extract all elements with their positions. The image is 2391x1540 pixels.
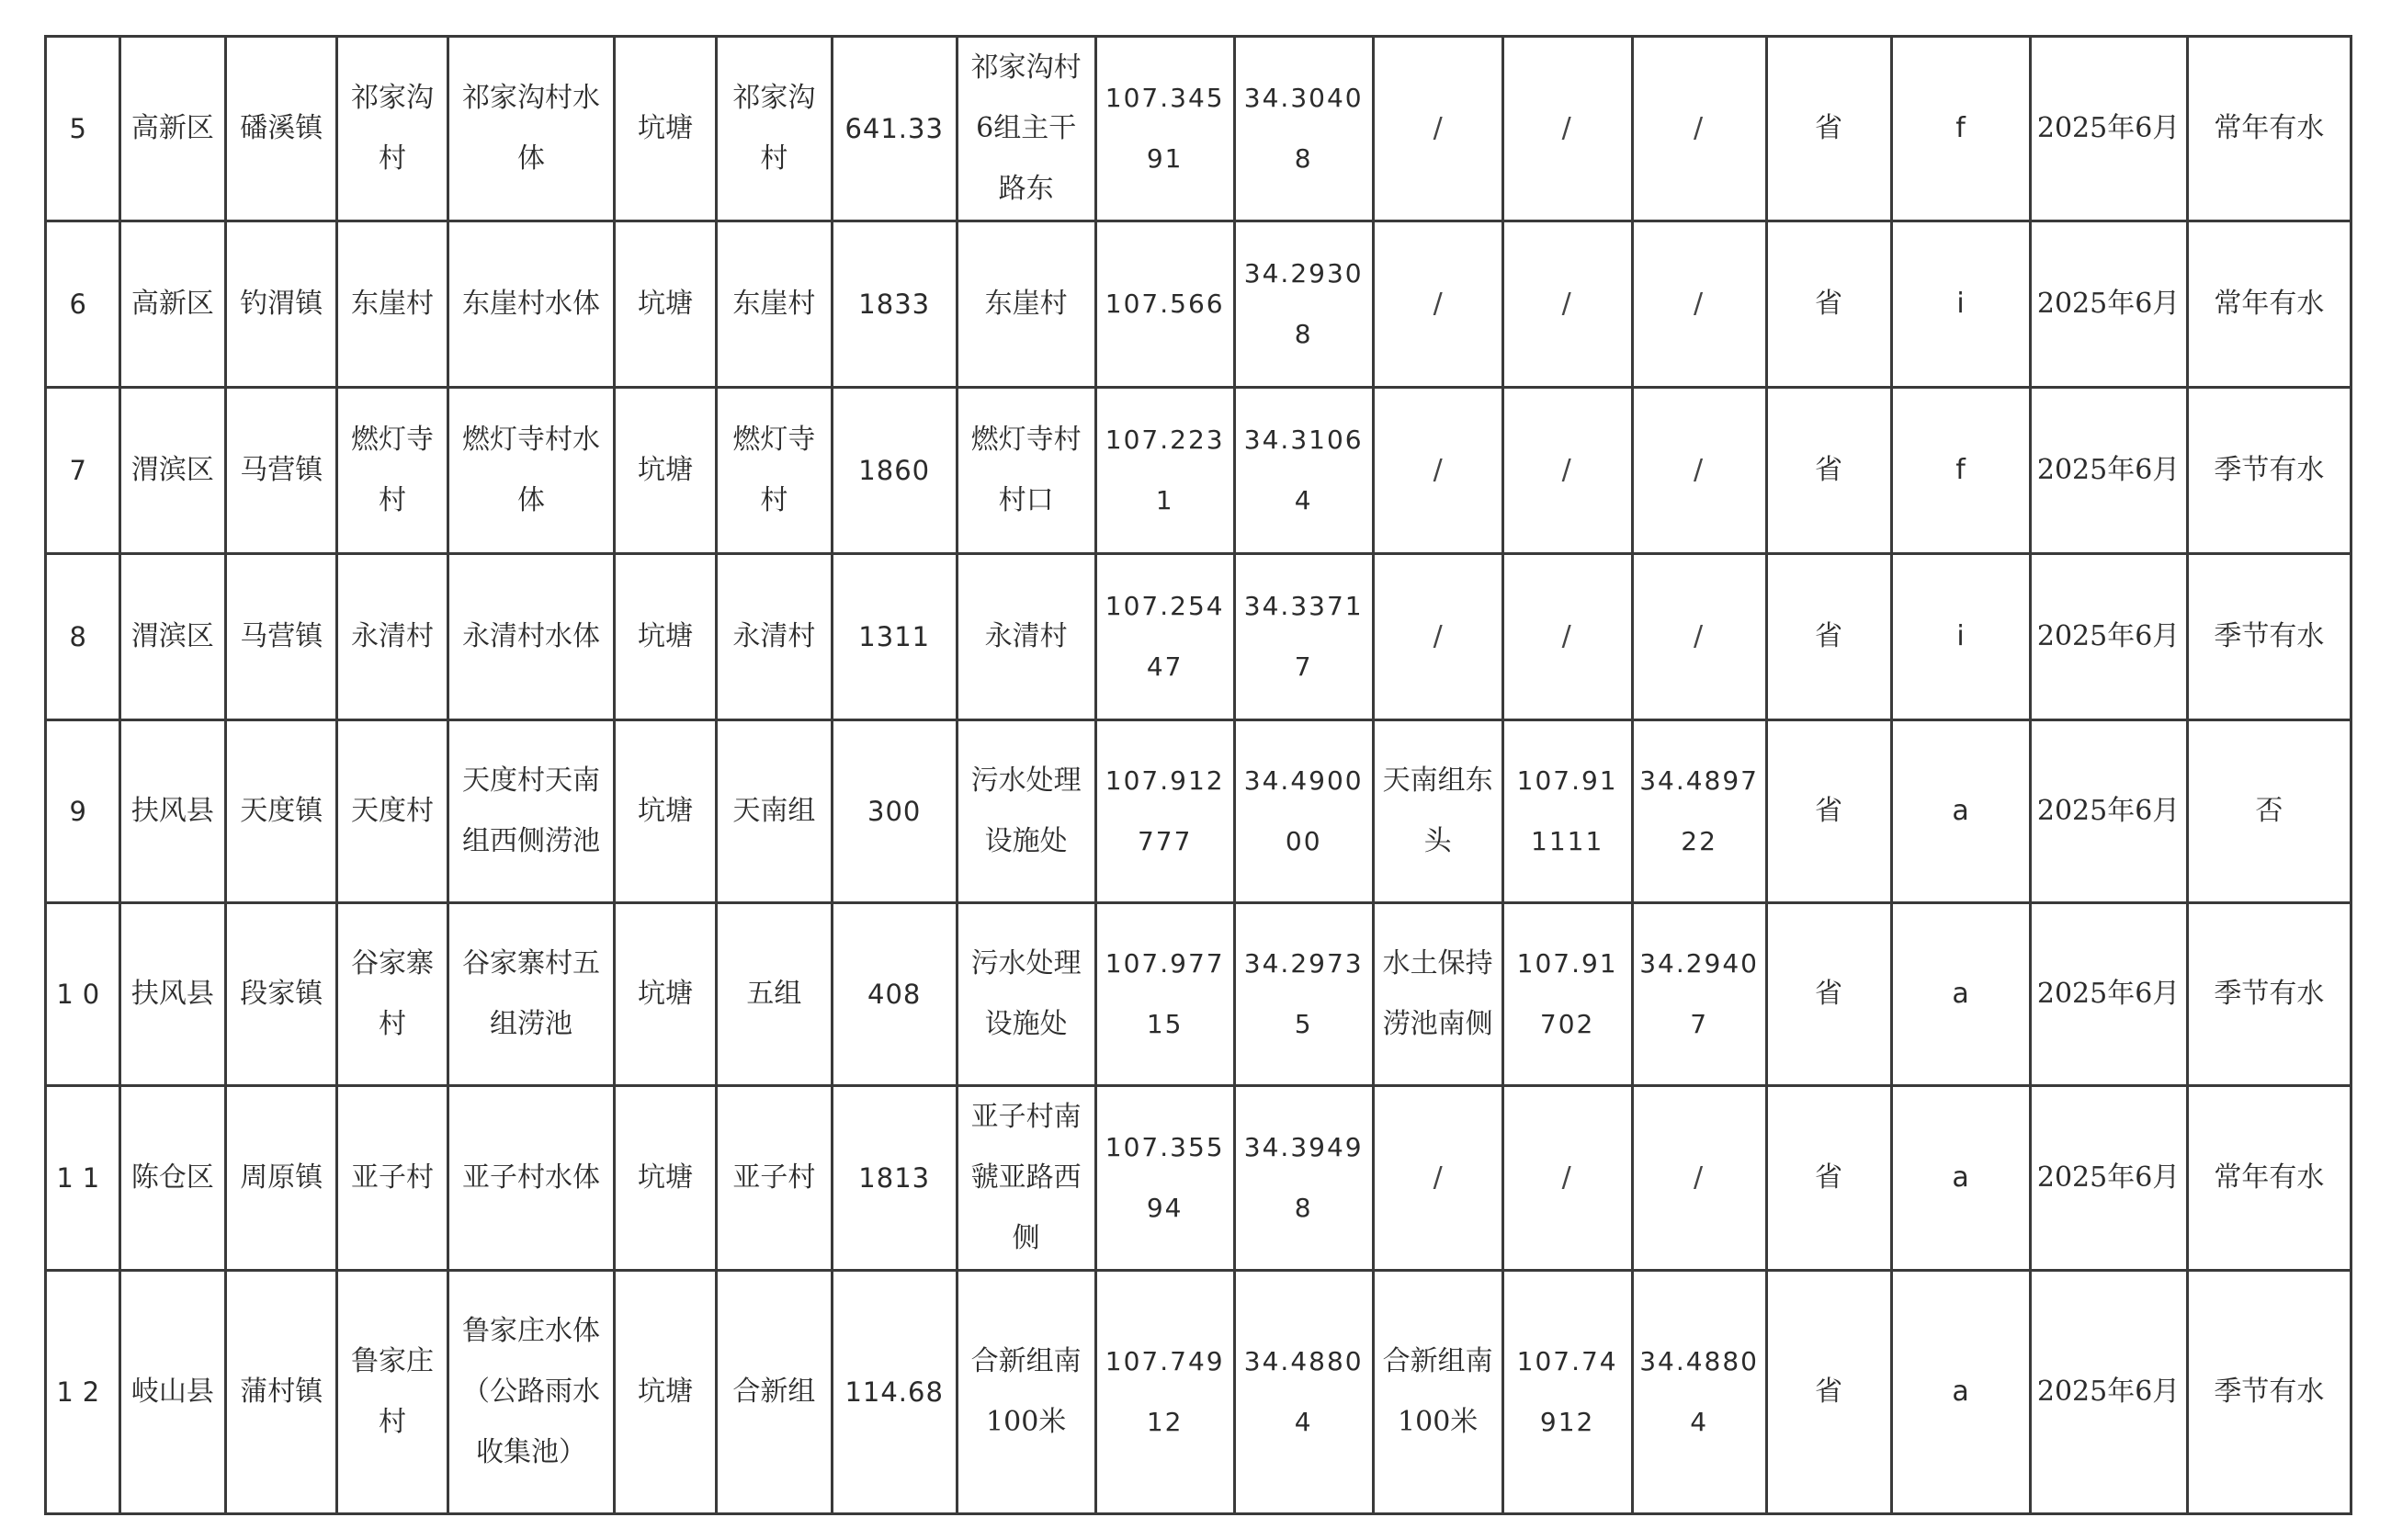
district-cell (119, 720, 226, 903)
water-body-table-page (44, 35, 2352, 1503)
category-code-cell (1891, 903, 2030, 1086)
place-cell-text: 污水处理设施处 (970, 764, 1082, 857)
place-cell-text: 东崖村 (984, 288, 1068, 320)
category-code-cell (1891, 554, 2030, 720)
secondary-latitude-cell-text: / (1694, 112, 1705, 144)
row-number-cell (46, 720, 120, 903)
district-cell-text: 渭滨区 (130, 620, 214, 652)
date-cell-text: 2025年6月 (2036, 454, 2181, 486)
village-cell-text: 燃灯寺村 (351, 424, 435, 516)
place-cell-text: 亚子村南虢亚路西侧 (970, 1101, 1082, 1254)
longitude-cell (1095, 388, 1234, 554)
longitude-cell (1095, 37, 1234, 221)
level-cell (1766, 37, 1891, 221)
row-number-cell-text: 9 (69, 796, 96, 827)
table-row (46, 554, 2351, 720)
water-status-cell (2187, 1086, 2351, 1271)
location-cell (716, 388, 832, 554)
water-body-type-cell-text: 坑塘 (638, 795, 694, 827)
secondary-latitude-cell (1632, 1086, 1766, 1271)
district-cell (119, 37, 226, 221)
longitude-cell (1095, 1086, 1234, 1271)
village-cell (337, 1271, 448, 1514)
water-body-type-cell (615, 903, 717, 1086)
secondary-latitude-cell (1632, 720, 1766, 903)
water-body-type-cell (615, 388, 717, 554)
secondary-latitude-cell (1632, 903, 1766, 1086)
date-cell (2030, 1271, 2187, 1514)
secondary-longitude-cell-text: / (1561, 1161, 1573, 1194)
latitude-cell-text: 34.29308 (1243, 258, 1364, 349)
location-cell (716, 903, 832, 1086)
secondary-place-cell-text: 水土保持涝池南侧 (1382, 947, 1493, 1040)
date-cell (2030, 903, 2187, 1086)
row-number-cell-text: 6 (69, 289, 96, 320)
location-cell (716, 1086, 832, 1271)
secondary-longitude-cell-text: 107.74912 (1516, 1346, 1618, 1437)
town-cell (226, 388, 337, 554)
longitude-cell (1095, 554, 1234, 720)
village-cell-text: 亚子村 (351, 1161, 435, 1194)
date-cell-text: 2025年6月 (2036, 620, 2181, 652)
table-row (46, 388, 2351, 554)
row-number-cell-text: 12 (56, 1376, 109, 1408)
water-body-type-cell (615, 37, 717, 221)
longitude-cell (1095, 221, 1234, 388)
district-cell-text: 高新区 (130, 288, 214, 320)
water-body-name-cell-text: 谷家寨村五组涝池 (462, 947, 601, 1040)
location-cell (716, 1271, 832, 1514)
water-status-cell-text: 常年有水 (2214, 112, 2325, 144)
place-cell (957, 903, 1095, 1086)
row-number-cell (46, 554, 120, 720)
water-body-type-cell (615, 1086, 717, 1271)
longitude-cell-text: 107.97715 (1105, 948, 1225, 1039)
water-body-name-cell (448, 221, 614, 388)
water-status-cell-text: 季节有水 (2214, 1376, 2325, 1408)
row-number-cell-text: 8 (69, 621, 96, 652)
date-cell (2030, 37, 2187, 221)
secondary-place-cell (1373, 221, 1502, 388)
location-cell-text: 合新组 (732, 1376, 816, 1408)
row-number-cell-text: 10 (56, 979, 109, 1010)
water-body-type-cell-text: 坑塘 (638, 978, 694, 1010)
latitude-cell (1234, 1271, 1373, 1514)
district-cell (119, 388, 226, 554)
area-cell-text: 1813 (858, 1162, 931, 1194)
row-number-cell (46, 903, 120, 1086)
secondary-place-cell (1373, 37, 1502, 221)
category-code-cell (1891, 221, 2030, 388)
water-body-table (44, 35, 2352, 1515)
secondary-longitude-cell (1502, 1271, 1632, 1514)
area-cell (832, 37, 957, 221)
date-cell-text: 2025年6月 (2036, 1376, 2181, 1408)
water-body-type-cell (615, 720, 717, 903)
latitude-cell (1234, 903, 1373, 1086)
latitude-cell-text: 34.30408 (1243, 83, 1364, 174)
secondary-place-cell (1373, 554, 1502, 720)
level-cell-text: 省 (1815, 288, 1843, 320)
district-cell-text: 渭滨区 (130, 454, 214, 486)
water-body-name-cell (448, 388, 614, 554)
village-cell-text: 天度村 (351, 795, 435, 827)
water-body-name-cell (448, 554, 614, 720)
water-status-cell-text: 季节有水 (2214, 978, 2325, 1010)
secondary-latitude-cell-text: / (1694, 620, 1705, 652)
category-code-cell (1891, 1086, 2030, 1271)
category-code-cell-text: a (1952, 1161, 1969, 1194)
row-number-cell-text: 5 (69, 113, 96, 144)
secondary-longitude-cell (1502, 903, 1632, 1086)
category-code-cell (1891, 720, 2030, 903)
water-status-cell (2187, 388, 2351, 554)
water-status-cell-text: 季节有水 (2214, 620, 2325, 652)
place-cell-text: 燃灯寺村村口 (970, 424, 1082, 516)
secondary-latitude-cell (1632, 554, 1766, 720)
district-cell-text: 扶风县 (130, 978, 214, 1010)
date-cell-text: 2025年6月 (2036, 978, 2181, 1010)
water-body-type-cell-text: 坑塘 (638, 454, 694, 486)
water-status-cell-text: 否 (2255, 795, 2283, 827)
area-cell (832, 221, 957, 388)
level-cell-text: 省 (1815, 978, 1843, 1010)
water-body-type-cell (615, 1271, 717, 1514)
village-cell-text: 永清村 (351, 620, 435, 652)
district-cell-text: 岐山县 (130, 1376, 214, 1408)
water-body-type-cell (615, 221, 717, 388)
location-cell-text: 永清村 (732, 620, 816, 652)
district-cell (119, 903, 226, 1086)
water-body-type-cell (615, 554, 717, 720)
water-status-cell (2187, 37, 2351, 221)
secondary-place-cell (1373, 1271, 1502, 1514)
secondary-latitude-cell-text: / (1694, 288, 1705, 320)
category-code-cell (1891, 1271, 2030, 1514)
longitude-cell-text: 107.2231 (1105, 425, 1225, 515)
latitude-cell-text: 34.39498 (1243, 1132, 1364, 1223)
town-cell (226, 221, 337, 388)
level-cell (1766, 554, 1891, 720)
latitude-cell (1234, 554, 1373, 720)
category-code-cell-text: a (1952, 795, 1969, 827)
table-row (46, 720, 2351, 903)
level-cell (1766, 1271, 1891, 1514)
latitude-cell-text: 34.29735 (1243, 948, 1364, 1039)
water-body-name-cell (448, 720, 614, 903)
place-cell (957, 388, 1095, 554)
location-cell-text: 燃灯寺村 (732, 424, 816, 516)
row-number-cell (46, 1086, 120, 1271)
date-cell (2030, 388, 2187, 554)
longitude-cell-text: 107.35594 (1105, 1132, 1225, 1223)
location-cell-text: 五组 (746, 978, 802, 1010)
water-body-type-cell-text: 坑塘 (638, 1161, 694, 1194)
location-cell (716, 720, 832, 903)
secondary-longitude-cell-text: / (1561, 288, 1573, 320)
town-cell-text: 天度镇 (240, 795, 323, 827)
village-cell (337, 1086, 448, 1271)
area-cell-text: 641.33 (844, 113, 944, 144)
date-cell-text: 2025年6月 (2036, 795, 2181, 827)
secondary-longitude-cell (1502, 221, 1632, 388)
latitude-cell-text: 34.48804 (1243, 1346, 1364, 1437)
category-code-cell-text: i (1956, 620, 1965, 652)
place-cell-text: 污水处理设施处 (970, 947, 1082, 1040)
district-cell (119, 554, 226, 720)
secondary-longitude-cell (1502, 554, 1632, 720)
table-row (46, 903, 2351, 1086)
location-cell-text: 东崖村 (732, 288, 816, 320)
area-cell (832, 903, 957, 1086)
area-cell-text: 114.68 (844, 1376, 944, 1408)
table-row (46, 221, 2351, 388)
village-cell (337, 720, 448, 903)
level-cell-text: 省 (1815, 1376, 1843, 1408)
water-body-name-cell (448, 1271, 614, 1514)
town-cell-text: 段家镇 (240, 978, 323, 1010)
latitude-cell-text: 34.33717 (1243, 591, 1364, 682)
water-status-cell (2187, 1271, 2351, 1514)
category-code-cell (1891, 388, 2030, 554)
place-cell (957, 37, 1095, 221)
table-row (46, 1086, 2351, 1271)
village-cell (337, 903, 448, 1086)
location-cell-text: 亚子村 (732, 1161, 816, 1194)
category-code-cell-text: a (1952, 1376, 1969, 1408)
district-cell-text: 陈仓区 (130, 1161, 214, 1194)
village-cell (337, 554, 448, 720)
secondary-latitude-cell-text: 34.48804 (1639, 1346, 1759, 1437)
water-body-name-cell-text: 永清村水体 (462, 620, 601, 652)
category-code-cell-text: f (1955, 112, 1966, 144)
secondary-latitude-cell (1632, 1271, 1766, 1514)
level-cell-text: 省 (1815, 1161, 1843, 1194)
village-cell-text: 东崖村 (351, 288, 435, 320)
location-cell (716, 554, 832, 720)
water-body-name-cell (448, 1086, 614, 1271)
date-cell-text: 2025年6月 (2036, 112, 2181, 144)
latitude-cell-text: 34.31064 (1243, 425, 1364, 515)
level-cell (1766, 903, 1891, 1086)
water-body-type-cell-text: 坑塘 (638, 1376, 694, 1408)
longitude-cell-text: 107.25447 (1105, 591, 1225, 682)
row-number-cell-text: 11 (56, 1162, 109, 1194)
water-body-type-cell-text: 坑塘 (638, 112, 694, 144)
town-cell-text: 磻溪镇 (240, 112, 323, 144)
date-cell (2030, 221, 2187, 388)
row-number-cell (46, 1271, 120, 1514)
town-cell-text: 周原镇 (240, 1161, 323, 1194)
category-code-cell-text: a (1952, 978, 1969, 1010)
village-cell-text: 谷家寨村 (351, 947, 435, 1040)
area-cell (832, 720, 957, 903)
location-cell (716, 37, 832, 221)
secondary-latitude-cell-text: 34.29407 (1639, 948, 1759, 1039)
area-cell-text: 408 (867, 979, 922, 1010)
secondary-longitude-cell-text: 107.91702 (1516, 948, 1618, 1039)
water-status-cell (2187, 903, 2351, 1086)
date-cell (2030, 1086, 2187, 1271)
latitude-cell (1234, 720, 1373, 903)
town-cell-text: 马营镇 (240, 454, 323, 486)
water-body-name-cell (448, 903, 614, 1086)
place-cell (957, 720, 1095, 903)
area-cell-text: 1860 (858, 455, 931, 486)
secondary-latitude-cell-text: / (1694, 454, 1705, 486)
area-cell (832, 1271, 957, 1514)
secondary-place-cell-text: / (1433, 112, 1443, 144)
water-status-cell (2187, 720, 2351, 903)
row-number-cell (46, 37, 120, 221)
location-cell (716, 221, 832, 388)
town-cell (226, 720, 337, 903)
water-status-cell-text: 季节有水 (2214, 454, 2325, 486)
row-number-cell (46, 388, 120, 554)
row-number-cell (46, 221, 120, 388)
place-cell (957, 1086, 1095, 1271)
secondary-latitude-cell (1632, 37, 1766, 221)
latitude-cell (1234, 221, 1373, 388)
village-cell (337, 37, 448, 221)
latitude-cell (1234, 388, 1373, 554)
category-code-cell-text: f (1955, 454, 1966, 486)
level-cell (1766, 720, 1891, 903)
category-code-cell (1891, 37, 2030, 221)
secondary-longitude-cell (1502, 720, 1632, 903)
place-cell-text: 祁家沟村6组主干路东 (970, 51, 1082, 205)
secondary-place-cell-text: / (1433, 288, 1443, 320)
district-cell (119, 221, 226, 388)
latitude-cell (1234, 37, 1373, 221)
date-cell-text: 2025年6月 (2036, 288, 2181, 320)
secondary-place-cell-text: / (1433, 620, 1443, 652)
town-cell-text: 钓渭镇 (240, 288, 323, 320)
row-number-cell-text: 7 (69, 455, 96, 486)
level-cell (1766, 221, 1891, 388)
secondary-place-cell-text: 合新组南100米 (1382, 1345, 1493, 1438)
longitude-cell (1095, 1271, 1234, 1514)
location-cell-text: 天南组 (732, 795, 816, 827)
secondary-place-cell (1373, 903, 1502, 1086)
level-cell-text: 省 (1815, 112, 1843, 144)
town-cell-text: 马营镇 (240, 620, 323, 652)
secondary-place-cell (1373, 1086, 1502, 1271)
date-cell-text: 2025年6月 (2036, 1161, 2181, 1194)
level-cell-text: 省 (1815, 795, 1843, 827)
table-row (46, 37, 2351, 221)
district-cell-text: 扶风县 (130, 795, 214, 827)
district-cell-text: 高新区 (130, 112, 214, 144)
district-cell (119, 1271, 226, 1514)
secondary-longitude-cell (1502, 1086, 1632, 1271)
secondary-longitude-cell-text: / (1561, 454, 1573, 486)
date-cell (2030, 720, 2187, 903)
secondary-place-cell-text: / (1433, 454, 1443, 486)
secondary-latitude-cell-text: / (1694, 1161, 1705, 1194)
secondary-longitude-cell-text: 107.911111 (1516, 765, 1618, 856)
level-cell-text: 省 (1815, 454, 1843, 486)
area-cell (832, 388, 957, 554)
water-body-name-cell-text: 亚子村水体 (462, 1161, 601, 1194)
level-cell (1766, 1086, 1891, 1271)
area-cell-text: 300 (867, 796, 922, 827)
town-cell (226, 903, 337, 1086)
level-cell (1766, 388, 1891, 554)
water-body-name-cell-text: 燃灯寺村水体 (462, 424, 601, 516)
place-cell (957, 1271, 1095, 1514)
area-cell-text: 1833 (858, 289, 931, 320)
level-cell-text: 省 (1815, 620, 1843, 652)
secondary-longitude-cell-text: / (1561, 112, 1573, 144)
village-cell (337, 221, 448, 388)
place-cell-text: 永清村 (984, 620, 1068, 652)
table-row (46, 1271, 2351, 1514)
village-cell (337, 388, 448, 554)
place-cell (957, 221, 1095, 388)
longitude-cell-text: 107.74912 (1105, 1346, 1225, 1437)
water-body-name-cell-text: 东崖村水体 (462, 288, 601, 320)
longitude-cell-text: 107.566 (1105, 289, 1225, 319)
village-cell-text: 鲁家庄村 (351, 1345, 435, 1438)
village-cell-text: 祁家沟村 (351, 82, 435, 175)
secondary-longitude-cell (1502, 388, 1632, 554)
water-status-cell-text: 常年有水 (2214, 288, 2325, 320)
water-status-cell (2187, 221, 2351, 388)
longitude-cell (1095, 903, 1234, 1086)
area-cell-text: 1311 (858, 621, 931, 652)
longitude-cell (1095, 720, 1234, 903)
town-cell (226, 554, 337, 720)
town-cell (226, 1086, 337, 1271)
latitude-cell-text: 34.490000 (1243, 765, 1364, 856)
secondary-longitude-cell-text: / (1561, 620, 1573, 652)
secondary-place-cell (1373, 388, 1502, 554)
category-code-cell-text: i (1956, 288, 1965, 320)
longitude-cell-text: 107.912777 (1105, 765, 1225, 856)
secondary-place-cell-text: / (1433, 1161, 1443, 1194)
latitude-cell (1234, 1086, 1373, 1271)
area-cell (832, 1086, 957, 1271)
water-body-name-cell-text: 鲁家庄水体（公路雨水收集池） (462, 1315, 601, 1468)
table-body (46, 37, 2351, 1514)
location-cell-text: 祁家沟村 (732, 82, 816, 175)
town-cell-text: 蒲村镇 (240, 1376, 323, 1408)
town-cell (226, 37, 337, 221)
secondary-latitude-cell-text: 34.489722 (1639, 765, 1759, 856)
water-status-cell (2187, 554, 2351, 720)
place-cell-text: 合新组南100米 (970, 1345, 1082, 1438)
town-cell (226, 1271, 337, 1514)
water-body-type-cell-text: 坑塘 (638, 620, 694, 652)
area-cell (832, 554, 957, 720)
water-status-cell-text: 常年有水 (2214, 1161, 2325, 1194)
place-cell (957, 554, 1095, 720)
water-body-name-cell-text: 祁家沟村水体 (462, 82, 601, 175)
secondary-longitude-cell (1502, 37, 1632, 221)
water-body-name-cell-text: 天度村天南组西侧涝池 (462, 764, 601, 857)
secondary-place-cell (1373, 720, 1502, 903)
water-body-name-cell (448, 37, 614, 221)
secondary-latitude-cell (1632, 388, 1766, 554)
secondary-place-cell-text: 天南组东头 (1382, 764, 1493, 857)
water-body-type-cell-text: 坑塘 (638, 288, 694, 320)
district-cell (119, 1086, 226, 1271)
longitude-cell-text: 107.34591 (1105, 83, 1225, 174)
secondary-latitude-cell (1632, 221, 1766, 388)
date-cell (2030, 554, 2187, 720)
